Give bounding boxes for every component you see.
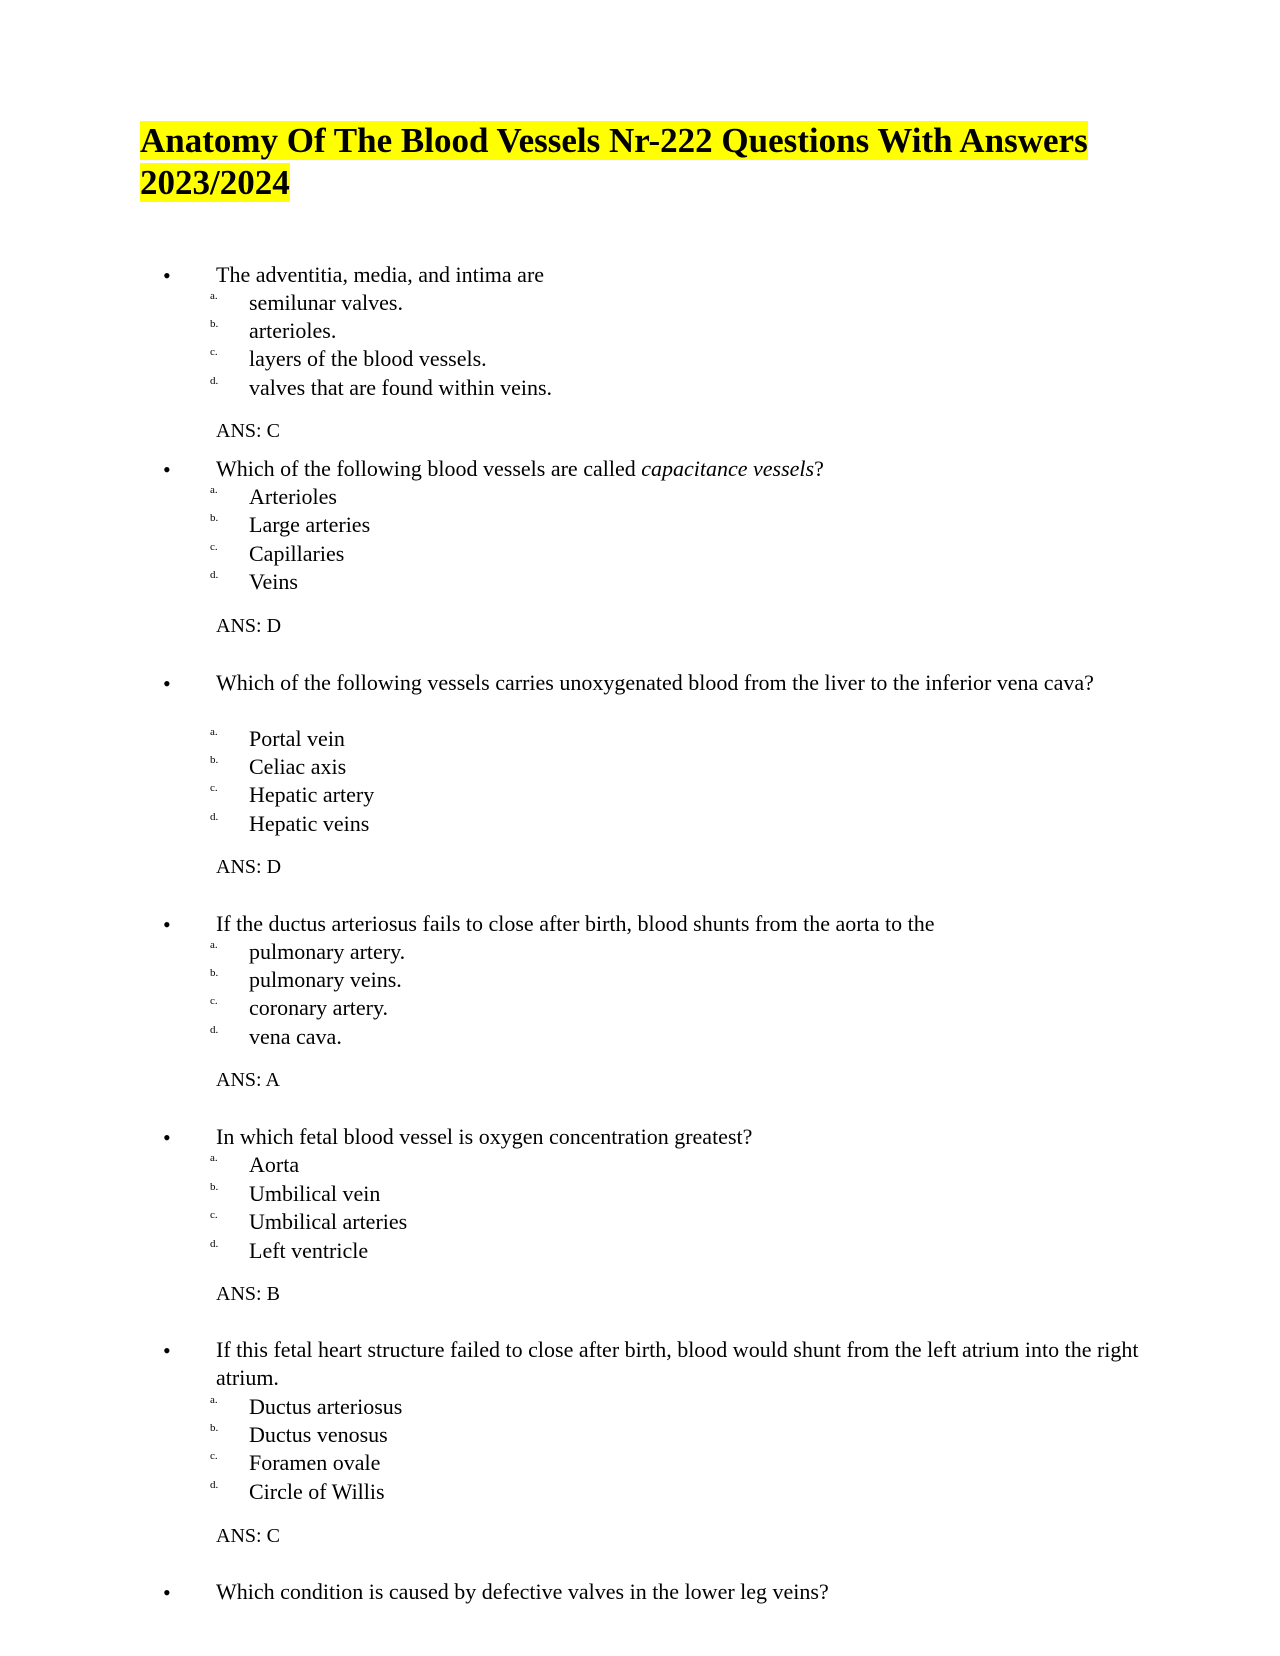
option-text: coronary artery. [249, 995, 389, 1020]
answer-key: ANS: A [216, 1069, 280, 1091]
option-letter: c. [210, 541, 218, 553]
option-text: pulmonary artery. [249, 939, 406, 964]
option-letter: c. [210, 995, 218, 1007]
title-highlight: Anatomy Of The Blood Vessels Nr-222 Questions With Answers 2023/2024 [140, 121, 1088, 202]
stem-text: Which of the following blood vessels are called [216, 456, 642, 481]
option-text: Ductus arteriosus [249, 1394, 403, 1419]
question-stem: In which fetal blood vessel is oxygen concentration greatest? [216, 1124, 753, 1149]
option-letter: b. [210, 512, 219, 524]
option-text: Celiac axis [249, 754, 347, 779]
stem-emphasis: capacitance vessels [641, 456, 815, 481]
option-text: Umbilical arteries [249, 1209, 408, 1234]
answer-key: ANS: B [216, 1283, 280, 1305]
option-letter: b. [210, 754, 219, 766]
option-letter: b. [210, 1422, 219, 1434]
question-stem: Which condition is caused by defective valves in the lower leg veins? [216, 1579, 829, 1604]
answer-key: ANS: D [216, 856, 282, 878]
option-text: vena cava. [249, 1024, 342, 1049]
option-letter: c. [210, 1209, 218, 1221]
option-text: semilunar valves. [249, 290, 403, 315]
option-text: Aorta [249, 1152, 300, 1177]
stem-text-end: ? [814, 456, 824, 481]
option-letter: a. [210, 939, 218, 951]
bullet-icon: • [163, 912, 171, 937]
bullet-icon: • [163, 263, 171, 288]
option-letter: a. [210, 290, 218, 302]
bullet-icon: • [163, 1580, 171, 1605]
option-text: layers of the blood vessels. [249, 346, 487, 371]
answer-key: ANS: D [216, 615, 282, 637]
option-text: Veins [249, 569, 298, 594]
bullet-icon: • [163, 457, 171, 482]
option-text: Large arteries [249, 512, 371, 537]
option-text: Portal vein [249, 726, 345, 751]
question-stem: If this fetal heart structure failed to close after birth, blood would shunt from the left atrium into the right atrium. [216, 1337, 1139, 1390]
question-stem [216, 455, 1176, 483]
option-text: Foramen ovale [249, 1450, 381, 1475]
option-text: Umbilical vein [249, 1181, 381, 1206]
bullet-icon: • [163, 671, 171, 696]
option-letter: c. [210, 346, 218, 358]
option-text: Arterioles [249, 484, 337, 509]
option-letter: c. [210, 782, 218, 794]
option-letter: b. [210, 318, 219, 330]
option-letter: a. [210, 484, 218, 496]
option-letter: a. [210, 726, 218, 738]
option-letter: a. [210, 1152, 218, 1164]
bullet-icon: • [163, 1338, 171, 1363]
option-letter: c. [210, 1450, 218, 1462]
question-stem: The adventitia, media, and intima are [216, 262, 545, 287]
option-letter: d. [210, 569, 219, 581]
option-text: arterioles. [249, 318, 337, 343]
document-title [140, 120, 1140, 204]
option-letter: d. [210, 811, 219, 823]
option-letter: d. [210, 375, 219, 387]
option-letter: b. [210, 1181, 219, 1193]
option-text: Left ventricle [249, 1238, 369, 1263]
answer-key: ANS: C [216, 1525, 280, 1547]
option-letter: d. [210, 1479, 219, 1491]
option-text: Circle of Willis [249, 1479, 385, 1504]
answer-key: ANS: C [216, 420, 280, 442]
option-text: Capillaries [249, 541, 345, 566]
option-letter: d. [210, 1238, 219, 1250]
question-stem: If the ductus arteriosus fails to close after birth, blood shunts from the aorta to the [216, 911, 935, 936]
option-letter: a. [210, 1394, 218, 1406]
bullet-icon: • [163, 1125, 171, 1150]
option-text: Hepatic artery [249, 782, 375, 807]
option-text: pulmonary veins. [249, 967, 402, 992]
option-text: valves that are found within veins. [249, 375, 553, 400]
option-letter: d. [210, 1024, 219, 1036]
option-text: Hepatic veins [249, 811, 370, 836]
question-stem: Which of the following vessels carries unoxygenated blood from the liver to the inferior vena cava? [216, 670, 1094, 695]
option-text: Ductus venosus [249, 1422, 388, 1447]
option-letter: b. [210, 967, 219, 979]
